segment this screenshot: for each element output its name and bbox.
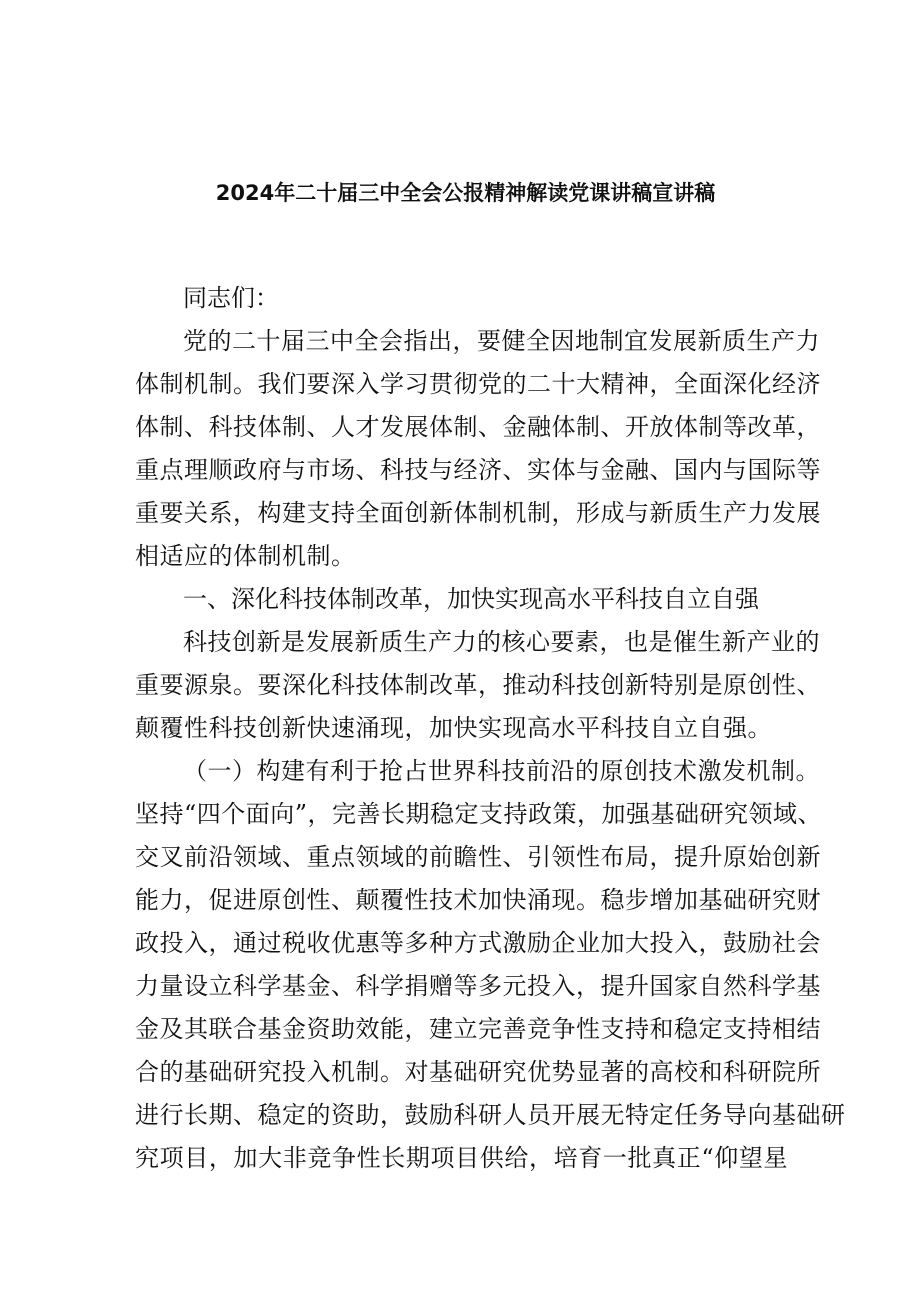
paragraph-line: 力量设立科学基金、科学捐赠等多元投入，提升国家自然科学基 [135,972,821,1000]
paragraph-line: 重要源泉。要深化科技体制改革，推动科技创新特别是原创性、 [135,671,821,699]
paragraph-line: （一）构建有利于抢占世界科技前沿的原创技术激发机制。 [183,757,820,785]
paragraph-line: 党的二十届三中全会指出，要健全因地制宜发展新质生产力 [183,327,820,355]
paragraph-line: 交叉前沿领域、重点领域的前瞻性、引领性布局，提升原始创新 [135,843,821,871]
paragraph-section-1 [135,621,821,750]
paragraph-line: 重要关系，构建支持全面创新体制机制，形成与新质生产力发展 [135,499,821,527]
paragraph-line: 相适应的体制机制。 [135,542,356,570]
paragraph-line: 科技创新是发展新质生产力的核心要素，也是催生新产业的 [183,628,820,656]
section-heading-1: 一、深化科技体制改革，加快实现高水平科技自立自强 [183,585,759,613]
paragraph-subsection-1 [135,750,846,1180]
paragraph-line: 坚持“四个面向”，完善长期稳定支持政策，加强基础研究领域、 [135,800,823,828]
paragraph-line: 金及其联合基金资助效能，建立完善竞争性支持和稳定支持相结 [135,1015,821,1043]
paragraph-line: 合的基础研究投入机制。对基础研究优势显著的高校和科研院所 [135,1058,821,1086]
paragraph-line: 究项目，加大非竞争性长期项目供给，培育一批真正“仰望星 [135,1144,788,1172]
paragraph-line: 体制、科技体制、人才发展体制、金融体制、开放体制等改革， [135,413,821,441]
paragraph-line: 体制机制。我们要深入学习贯彻党的二十大精神，全面深化经济 [135,370,821,398]
paragraph-intro [135,320,821,578]
paragraph-line: 重点理顺政府与市场、科技与经济、实体与金融、国内与国际等 [135,456,821,484]
paragraph-line: 颠覆性科技创新快速涌现，加快实现高水平科技自立自强。 [135,714,772,742]
paragraph-line: 能力，促进原创性、颠覆性技术加快涌现。稳步增加基础研究财 [135,886,821,914]
paragraph-line: 政投入，通过税收优惠等多种方式激励企业加大投入，鼓励社会 [135,929,821,957]
salutation: 同志们： [183,284,279,312]
paragraph-line: 进行长期、稳定的资助，鼓励科研人员开展无特定任务导向基础研 [135,1101,846,1129]
document-title: 2024年二十届三中全会公报精神解读党课讲稿宣讲稿 [215,181,716,205]
